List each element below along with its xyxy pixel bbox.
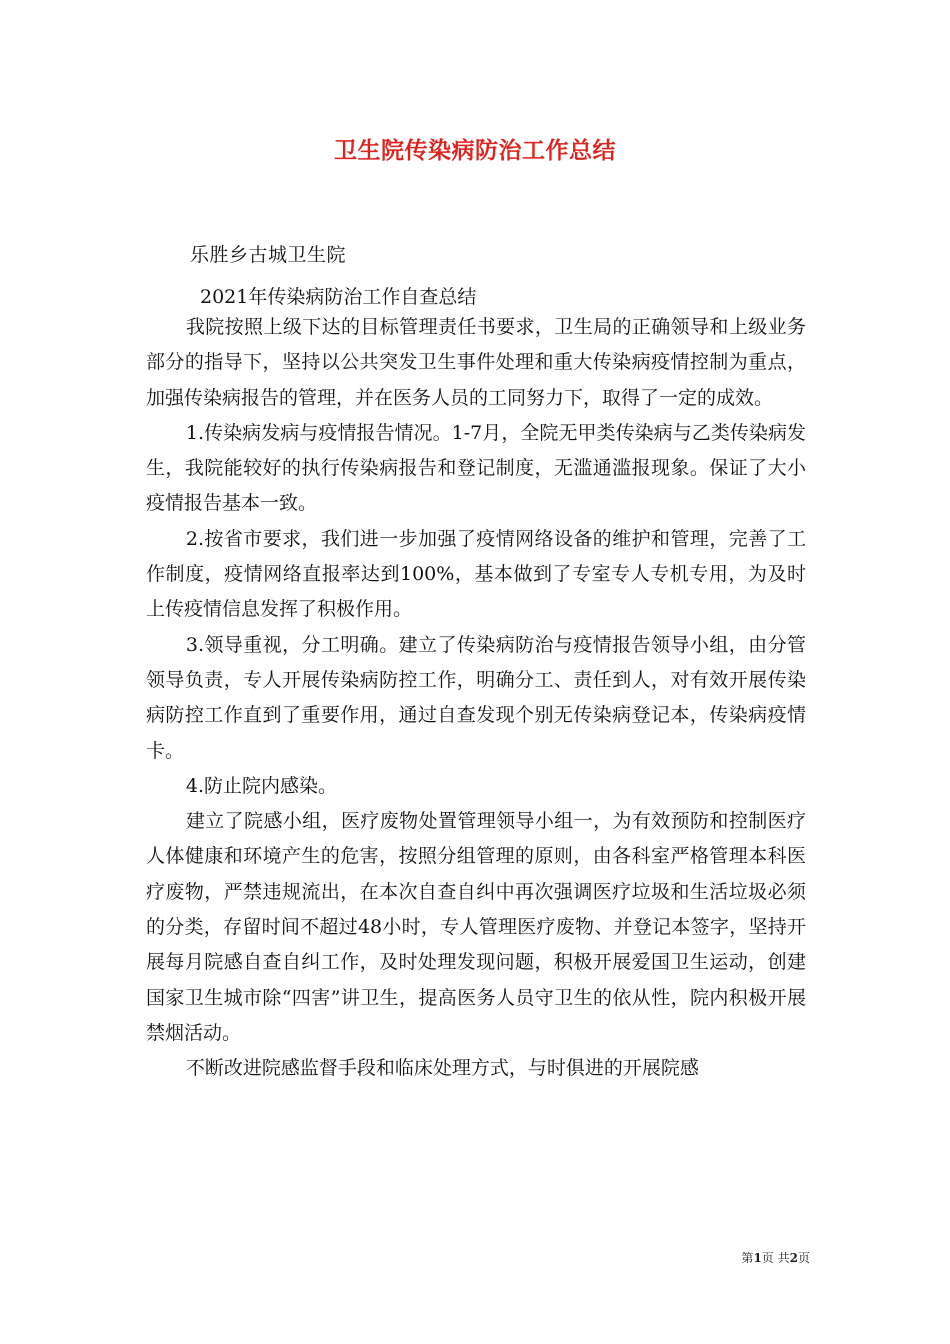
page-number-footer (700, 1249, 810, 1266)
report-subtitle: 2021年传染病防治工作自查总结 (200, 286, 477, 308)
organization-name: 乐胜乡古城卫生院 (190, 244, 347, 266)
total-pages-number: 2 (789, 1251, 798, 1265)
footer-middle: 页 共 (761, 1251, 790, 1265)
paragraph-item-4: 4.防止院内感染。 (185, 774, 338, 797)
paragraph-item-2: 2.按省市要求，我们进一步加强了疫情网络设备的维护和管理，完善了工作制度，疫情网络直报率达到100%，基本做到了专室专人专机专用，为及时上传疫情信息发挥了积极作用。 (146, 527, 806, 621)
paragraph-item-1: 1.传染病发病与疫情报告情况。1-7月，全院无甲类传染病与乙类传染病发生，我院能较好的执行传染病报告和登记制度，无滥通滥报现象。保证了大小疫情报告基本一致。 (146, 421, 806, 515)
current-page-number: 1 (753, 1251, 762, 1265)
paragraph-intro: 我院按照上级下达的目标管理责任书要求，卫生局的正确领导和上级业务部分的指导下，坚持以公共突发卫生事件处理和重大传染病疫情控制为重点，加强传染病报告的管理，并在医务人员的工同努力下，取得了一定的成效。 (146, 316, 806, 409)
paragraph-infection-control: 建立了院感小组，医疗废物处置管理领导小组一，为有效预防和控制医疗人体健康和环境产生的危害，按照分组管理的原则，由各科室严格管理本科医疗废物，严禁违规流出，在本次自查自纠中再次强调医疗垃圾和生活垃圾必须的分类，存留时间不超过48小时，专人管理医疗废物、并登记本签字，坚持开展每月院感自查自纠工作，及时处理发现问题，积极开展爱国卫生运动，创建国家卫生城市除“四害”讲卫生，提高医务人员守卫生的依从性，院内积极开展禁烟活动。 (146, 810, 806, 1044)
paragraph-continuation: 不断改进院感监督手段和临床处理方式，与时俱进的开展院感 (185, 1057, 699, 1080)
paragraph-item-3: 3.领导重视，分工明确。建立了传染病防治与疫情报告领导小组，由分管领导负责，专人开展传染病防控工作，明确分工、责任到人，对有效开展传染病防控工作直到了重要作用，通过自查发现个别无传染病登记本，传染病疫情卡。 (146, 633, 806, 762)
document-title: 卫生院传染病防治工作总结 (334, 137, 616, 164)
footer-suffix: 页 (797, 1251, 810, 1265)
document-body (146, 310, 806, 1087)
footer-prefix: 第 (741, 1251, 754, 1265)
